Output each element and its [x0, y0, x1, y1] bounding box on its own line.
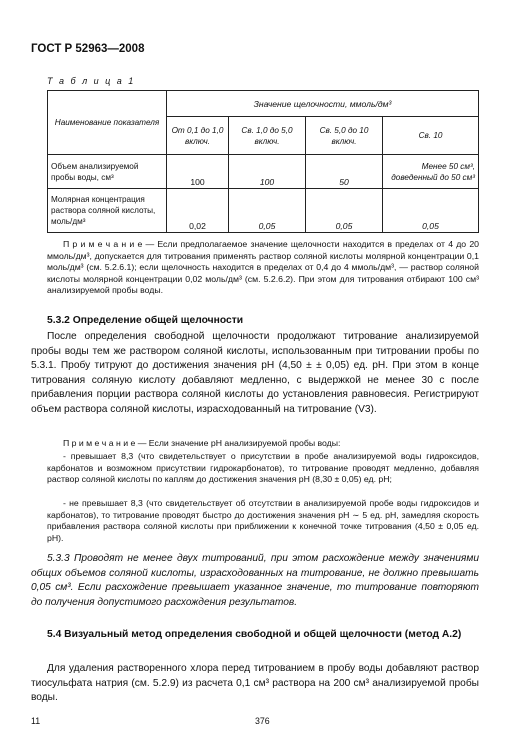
table-header-group: Значение щелочности, ммоль/дм³ — [167, 91, 479, 117]
section-5-4-text: Для удаления растворенного хлора перед титрованием в пробу воды добавляют раствор тиосульфата натрия (см. 5.2.9) из расчета 0,1 см³ раствора на 200 см³ анализируемой пробы воды. — [31, 663, 479, 704]
note-2-item-1: - превышает 8,3 (что свидетельствует о присутствии в пробе анализируемой воды гидроксидов, карбонатов и возможном присутствии гидрокарбонатов), то титрование проводят медленно, добавляя раствор соляной кислоты по каплям до достижения значения рН (8,30 ± 0,05) ед. рН; — [47, 451, 479, 485]
footer-page-left: 11 — [31, 716, 41, 726]
table-cell: 100 — [229, 155, 306, 189]
table-cell: 0,05 — [229, 189, 306, 233]
section-5-4-heading: 5.4 Визуальный метод определения свободной и общей щелочности (метод А.2) — [47, 629, 462, 640]
section-5-3-2-heading: 5.3.2 Определение общей щелочности — [47, 315, 244, 326]
table-note: П р и м е ч а н и е — Если предполагаемое значение щелочности находится в пределах от 4 до 20 ммоль/дм³, допускается для титрования применять раствор соляной кислоты молярной концентрации 0,1 моль/дм³ (см. 5.2.6.1); если щелочность находится в пределах от 0,4 до 4 ммоль/дм³, — раствор соляной кислоты молярной концентрации 0,02 моль/дм³ (см. 5.2.6.2). При этом для титрования отбирают 100 см³ анализируемой пробы воды. — [47, 239, 479, 296]
table-cell: 100 — [167, 155, 229, 189]
note-2-item-2: - не превышает 8,3 (что свидетельствует об отсутствии в анализируемой пробе воды гидроксидов и карбонатов), то титрование проводят быстро до достижения значения рН ∼ 5 ед. рН, замедляя скорость прибавления раствора соляной кислоты при приближении к конечной точке титрования (4,50 ± 0,05 ед. рН). — [47, 498, 479, 543]
table-row-name: Молярная концентрация раствора соляной кислоты, моль/дм³ — [48, 189, 167, 233]
table-cell: Менее 50 см³, доведенный до 50 см³ — [383, 155, 479, 189]
table-range-1: От 0,1 до 1,0 включ. — [167, 117, 229, 155]
table-cell: 50 — [306, 155, 383, 189]
table-cell: 0,05 — [383, 189, 479, 233]
footer-page-number: 376 — [255, 716, 270, 726]
note-2-intro: П р и м е ч а н и е — Если значение рН анализируемой пробы воды: — [63, 438, 341, 448]
table-row-name: Объем анализируемой пробы воды, см³ — [48, 155, 167, 189]
table-range-4: Св. 10 — [383, 117, 479, 155]
table-cell: 0,02 — [167, 189, 229, 233]
section-5-3-3-text: 5.3.3 Проводят не менее двух титрований, при этом расхождение между значениями общих объемов соляной кислоты, израсходованных на титрование, не должно превышать 0,05 см³. Если расхождение превышает указанное значение, то титрование повторяют до получения допустимого расхождения результатов. — [31, 553, 479, 608]
table-header-name: Наименование показателя — [48, 91, 167, 155]
table-range-3: Св. 5,0 до 10 включ. — [306, 117, 383, 155]
section-5-3-2-text: После определения свободной щелочности продолжают титрование анализируемой пробы воды тем же раствором соляной кислоты, использованным при титровании пробы по 5.3.1. Пробу титруют до достижения значения рН (4,50 ± ± 0,05) ед. рН. При этом в конце титрования соляную кислоту добавляют медленно, с выдержкой не менее 30 с после прибавления порции раствора соляной кислоты до установления равновесия. Регистрируют объем раствора соляной кислоты, израсходованный на титрование (V3). — [31, 331, 479, 415]
table-caption: Т а б л и ц а 1 — [47, 76, 136, 86]
table-range-2: Св. 1,0 до 5,0 включ. — [229, 117, 306, 155]
document-header: ГОСТ Р 52963—2008 — [31, 43, 145, 55]
table-cell: 0,05 — [306, 189, 383, 233]
alkalinity-table — [47, 90, 479, 233]
